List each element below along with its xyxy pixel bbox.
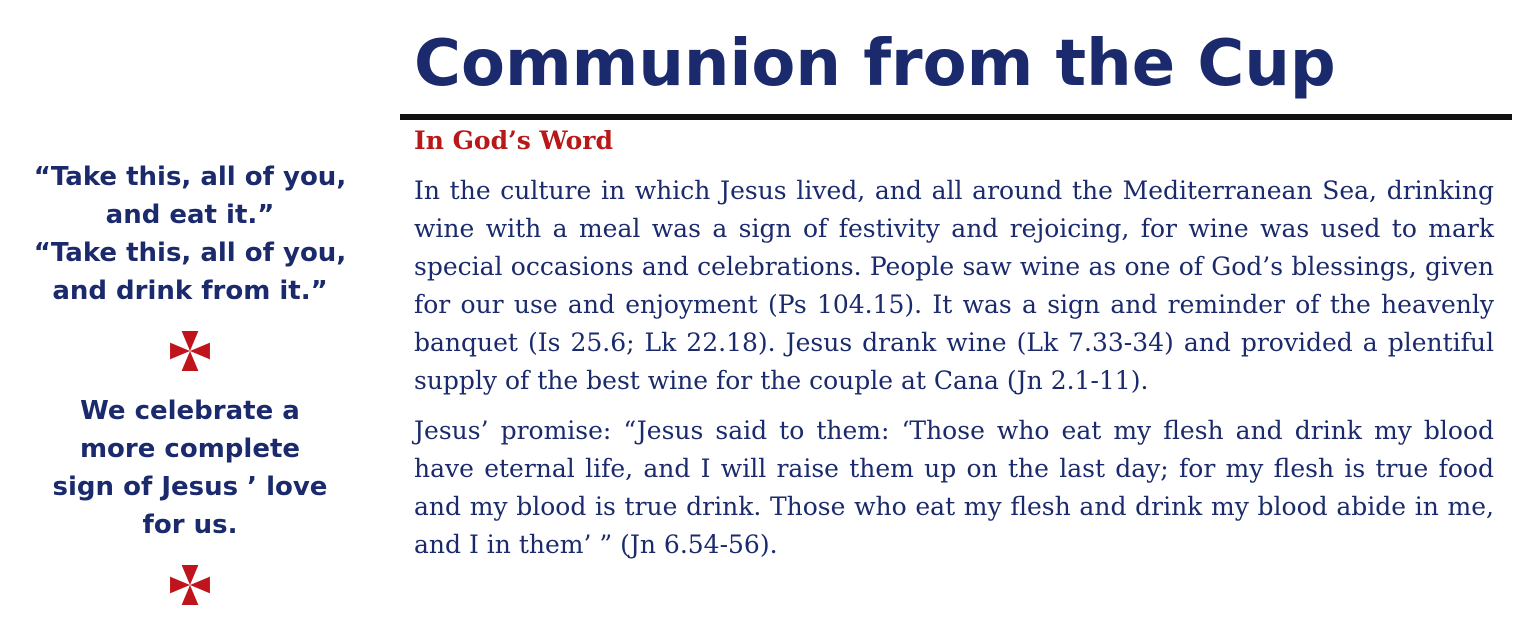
page-title: Communion from the Cup: [414, 27, 1336, 101]
title-divider: [400, 114, 1512, 120]
paragraph-promise: Jesus’ promise: “Jesus said to them: ‘Those who eat my flesh and drink my blood have eternal life, and I will raise them up on the last day; for my flesh is true food and my blood is true drink. Those who eat my flesh and drink my blood abide in me, and I in them’ ” (Jn 6.54-56).: [414, 416, 1494, 559]
quote-eat: “Take this, all of you, and eat it.”: [33, 162, 347, 230]
section-heading: In God’s Word: [414, 126, 613, 155]
main-content: [414, 122, 1494, 576]
cross-pattee-icon: [169, 330, 211, 372]
tagline: We celebrate a more complete sign of Jesus ’ love for us.: [52, 396, 328, 540]
quote-drink: “Take this, all of you, and drink from it.”: [33, 238, 347, 306]
paragraph-culture: In the culture in which Jesus lived, and all around the Mediterranean Sea, drinking wine with a meal was a sign of festivity and rejoicing, for wine was used to mark special occasions and celebrations. People saw wine as one of God’s blessings, given for our use and enjoyment (Ps 104.15). It was a sign and reminder of the heavenly banquet (Is 25.6; Lk 22.18). Jesus drank wine (Lk 7.33-34) and provided a plentiful supply of the best wine for the couple at Cana (Jn 2.1-11).: [414, 176, 1494, 395]
sidebar-quotes: [14, 158, 366, 626]
cross-pattee-icon: [169, 564, 211, 606]
